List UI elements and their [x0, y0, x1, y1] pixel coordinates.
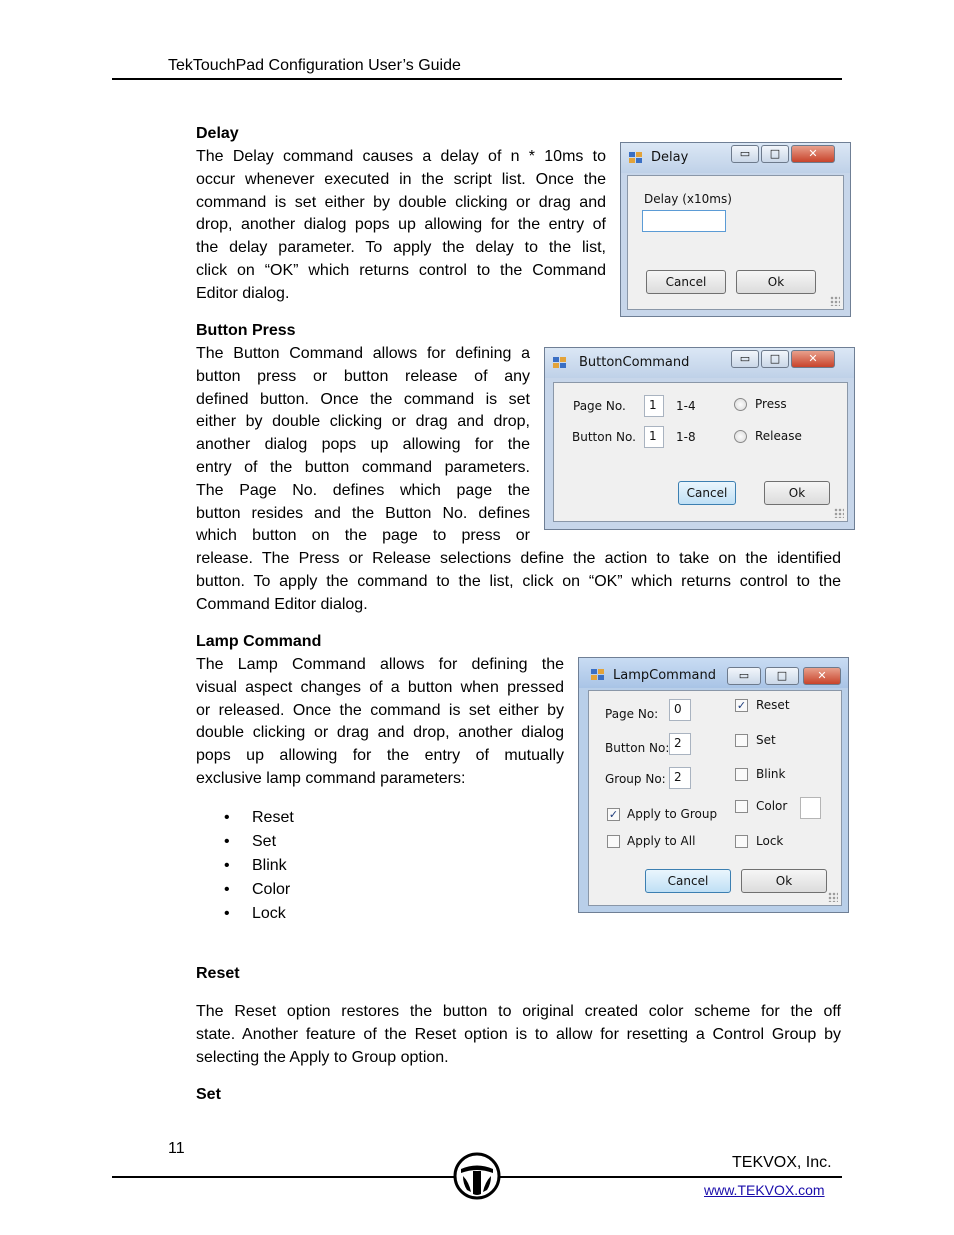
text-line: Command Editor dialog.	[196, 595, 368, 613]
cancel-button[interactable]: Cancel	[645, 869, 731, 893]
window-app-icon	[553, 357, 567, 369]
dialog-title: Delay	[651, 150, 689, 165]
list-item: • Set	[224, 833, 277, 850]
apply-to-all-checkbox[interactable]	[607, 835, 620, 848]
text-line: the delay parameter. To apply the delay to the list,	[196, 239, 606, 257]
press-label: Press	[755, 397, 787, 411]
button-press-paragraph-continued	[196, 548, 841, 616]
text-line: click on “OK” which returns control to the Command	[196, 261, 606, 279]
text-line: either by double clicking or drag and drop,	[196, 413, 530, 431]
dialog-client-area	[588, 690, 842, 906]
text-line: defined button. Once the command is set	[196, 390, 530, 408]
dialog-client-area	[553, 382, 848, 522]
blink-label: Blink	[756, 767, 786, 781]
ok-button[interactable]: Ok	[741, 869, 827, 893]
section-heading-button-press: Button Press	[196, 322, 296, 339]
release-label: Release	[755, 429, 802, 443]
header-rule	[112, 78, 842, 80]
press-radio[interactable]	[734, 398, 747, 411]
button-no-input[interactable]: 1	[644, 426, 664, 448]
resize-grip[interactable]	[830, 296, 840, 306]
button-no-label: Button No.	[572, 430, 636, 444]
group-no-input[interactable]: 2	[669, 767, 691, 789]
delay-paragraph	[196, 146, 606, 306]
maximize-button[interactable]: □	[761, 350, 789, 368]
website-link[interactable]: www.TEKVOX.com	[704, 1182, 825, 1198]
text-line: Editor dialog.	[196, 284, 290, 302]
section-heading-reset: Reset	[196, 965, 240, 982]
cancel-button[interactable]: Cancel	[678, 481, 736, 505]
delay-input[interactable]	[642, 210, 726, 232]
maximize-button[interactable]: □	[761, 145, 789, 163]
delay-field-label: Delay (x10ms)	[644, 192, 732, 206]
text-line: occur whenever executed in the script list. Once the	[196, 170, 606, 188]
ok-button[interactable]: Ok	[736, 270, 816, 294]
blink-checkbox[interactable]	[735, 768, 748, 781]
text-line: state. Another feature of the Reset option is to allow for resetting a Control Group by	[196, 1025, 841, 1043]
list-item: • Color	[224, 881, 291, 898]
page-no-label: Page No:	[605, 707, 659, 721]
text-line: which button on the page to press or	[196, 527, 530, 545]
text-line: double clicking or drag and drop, another dialog	[196, 724, 564, 742]
text-line: The Delay command causes a delay of n * 10ms to	[196, 148, 606, 165]
text-line: pops up allowing for the entry of mutually	[196, 747, 564, 765]
minimize-button[interactable]: ▭	[727, 667, 761, 685]
list-item: • Reset	[224, 809, 294, 826]
text-line: button resides and the Button No. defines	[196, 504, 530, 522]
text-line: drop, another dialog pops up allowing for the entry of	[196, 216, 606, 234]
button-press-paragraph	[196, 343, 530, 548]
minimize-button[interactable]: ▭	[731, 145, 759, 163]
page-no-label: Page No.	[573, 399, 626, 413]
page-range-label: 1-4	[676, 399, 696, 413]
delay-dialog	[620, 142, 851, 317]
list-item-label: Blink	[252, 857, 287, 874]
page-no-input[interactable]: 0	[669, 699, 691, 721]
section-heading-lamp-command: Lamp Command	[196, 633, 322, 650]
dialog-client-area	[627, 175, 844, 310]
close-button[interactable]: ✕	[791, 350, 835, 368]
reset-checkbox[interactable]: ✓	[736, 699, 747, 712]
text-line: visual aspect changes of a button when pressed	[196, 678, 564, 696]
close-button[interactable]: ✕	[791, 145, 835, 163]
set-checkbox[interactable]	[735, 734, 748, 747]
text-line: The Page No. defines which page the	[196, 481, 530, 499]
list-item-label: Reset	[252, 809, 294, 826]
list-item-label: Lock	[252, 905, 286, 922]
release-radio[interactable]	[734, 430, 747, 443]
resize-grip[interactable]	[834, 508, 844, 518]
window-app-icon	[629, 152, 643, 164]
lock-checkbox[interactable]	[735, 835, 748, 848]
lamp-command-dialog	[578, 657, 849, 913]
apply-to-group-label: Apply to Group	[627, 807, 718, 821]
text-line: release. The Press or Release selections define the action to take on the identified	[196, 550, 841, 567]
list-item: • Blink	[224, 857, 287, 874]
button-no-input[interactable]: 2	[669, 733, 691, 755]
text-line: command is set either by double clicking or drag and	[196, 193, 606, 211]
text-line: or released. Once the command is set either by	[196, 701, 564, 719]
lock-label: Lock	[756, 834, 784, 848]
text-line: The Reset option restores the button to original created color scheme for the off	[196, 1003, 841, 1020]
group-no-label: Group No:	[605, 772, 666, 786]
company-name: TEKVOX, Inc.	[732, 1154, 832, 1171]
page-number: 11	[168, 1140, 185, 1157]
text-line: button. To apply the command to the list, click on “OK” which returns control to the	[196, 572, 841, 590]
reset-paragraph	[196, 1001, 841, 1069]
text-line: button press or button release of any	[196, 367, 530, 385]
minimize-button[interactable]: ▭	[731, 350, 759, 368]
lamp-options-list	[224, 806, 294, 926]
lamp-command-paragraph	[196, 654, 564, 791]
cancel-button[interactable]: Cancel	[646, 270, 726, 294]
ok-button[interactable]: Ok	[764, 481, 830, 505]
apply-to-group-checkbox[interactable]: ✓	[608, 808, 619, 821]
window-app-icon	[591, 669, 605, 681]
tekvox-logo-icon	[453, 1152, 501, 1200]
set-label: Set	[756, 733, 776, 747]
text-line: entry of the button command parameters.	[196, 458, 530, 476]
maximize-button[interactable]: □	[765, 667, 799, 685]
color-swatch[interactable]	[800, 797, 821, 819]
text-line: another dialog pops up allowing for the	[196, 436, 530, 454]
document-header-title: TekTouchPad Configuration User’s Guide	[168, 57, 461, 74]
resize-grip[interactable]	[828, 892, 838, 902]
dialog-title: LampCommand	[613, 668, 716, 683]
button-range-label: 1-8	[676, 430, 696, 444]
dialog-title: ButtonCommand	[579, 355, 690, 370]
text-line: exclusive lamp command parameters:	[196, 769, 466, 787]
reset-label: Reset	[756, 698, 790, 712]
button-command-dialog	[544, 347, 855, 530]
color-checkbox[interactable]	[735, 800, 748, 813]
color-label: Color	[756, 799, 788, 813]
list-item-label: Set	[252, 833, 277, 850]
page-no-input[interactable]: 1	[644, 395, 664, 417]
text-line: The Button Command allows for defining a	[196, 345, 530, 362]
close-button[interactable]: ✕	[803, 667, 841, 685]
text-line: The Lamp Command allows for defining the	[196, 656, 564, 673]
button-no-label: Button No:	[605, 741, 670, 755]
section-heading-delay: Delay	[196, 125, 239, 142]
apply-to-all-label: Apply to All	[627, 834, 696, 848]
text-line: selecting the Apply to Group option.	[196, 1048, 449, 1066]
section-heading-set: Set	[196, 1086, 221, 1103]
list-item: • Lock	[224, 905, 286, 922]
list-item-label: Color	[252, 881, 291, 898]
